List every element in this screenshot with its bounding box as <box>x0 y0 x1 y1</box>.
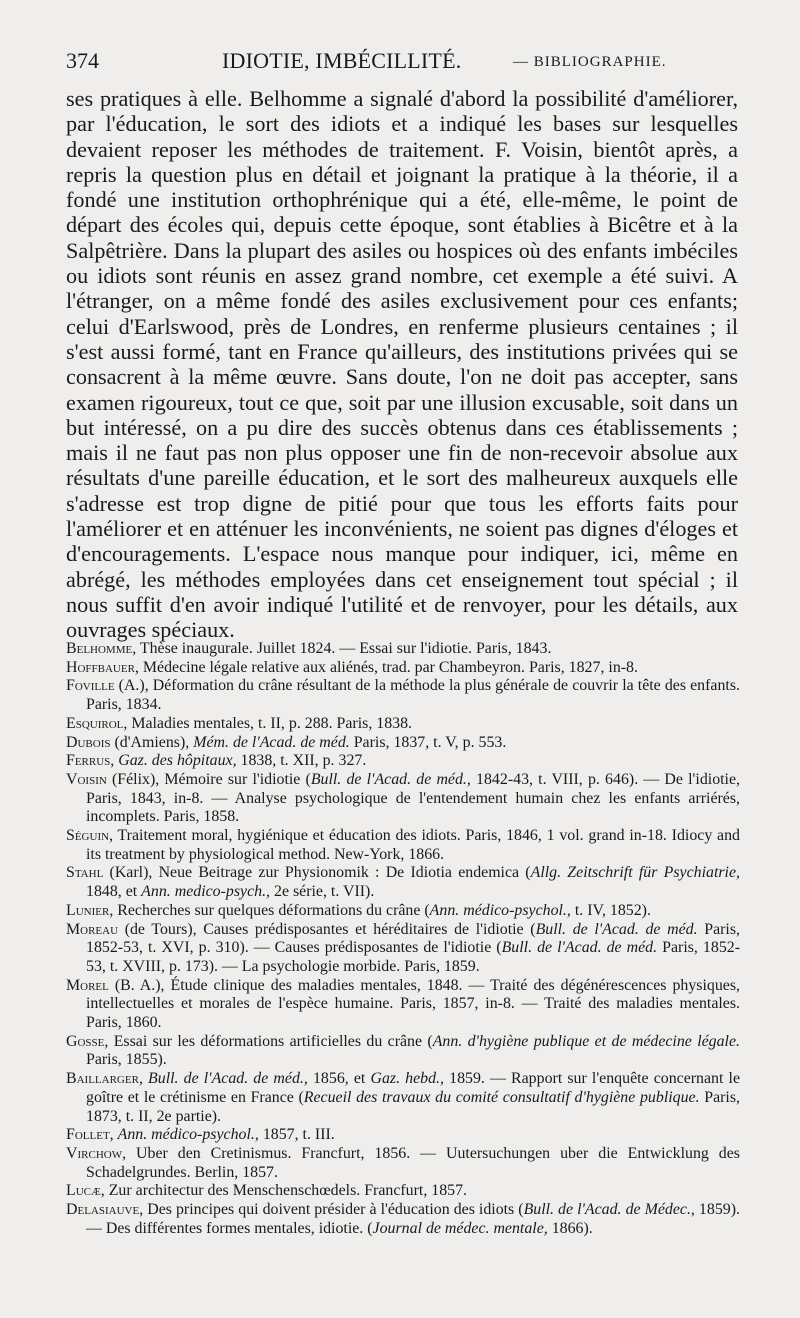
author-name: Gosse <box>66 1032 105 1050</box>
reference-text: , Traitement moral, hygiénique et éducation des idiots. Paris, 1846, 1 vol. grand in-18. Idiocy and its treatment by physiological method. New-York, 1866. <box>86 827 740 863</box>
reference-text: (d'Amiens), <box>110 733 194 751</box>
bibliography-list <box>66 640 740 1239</box>
reference-text: 1838, t. XII, p. 327. <box>236 752 367 770</box>
author-name: Esquirol <box>66 714 124 732</box>
main-text <box>66 86 738 643</box>
reference-text: (Félix), Mémoire sur l'idiotie ( <box>106 770 311 788</box>
reference-text: Paris, 1873, t. II, 2e partie). <box>86 1088 740 1125</box>
reference-text: , Zur architectur des Menschenschœdels. Francfurt, 1857. <box>100 1182 468 1200</box>
body-paragraph: ses pratiques à elle. Belhomme a signalé d'abord la possibilité d'améliorer, par l'éducation, le sort des idiots et a indiqué les bases sur lesquelles devaient reposer les méthodes de traitement. F. Voisin, bientôt après, a repris la question plus en détail et joignant la pratique à la théorie, il a fondé une institution orthophrénique qui a été, elle-même, le point de départ des écoles qui, depuis cette époque, sont établies à Bicêtre et à la Salpêtrière. Dans la plupart des asiles ou hospices où des enfants imbéciles ou idiots sont réunis en assez grand nombre, cet exemple a été suivi. A l'étranger, on a même fondé des asiles exclusivement pour ces enfants; celui d'Earlswood, près de Londres, en renferme plusieurs centaines ; il s'est aussi formé, tant en France qu'ailleurs, des institutions privées qui se consacrent à la même œuvre. Sans doute, l'on ne doit pas accepter, sans examen rigoureux, tout ce que, soit par une illusion excusable, soit dans un but intéressé, on a pu dire des succès obtenus dans ces établissements ; mais il ne faut pas non plus opposer une fin de non-recevoir absolue aux résultats d'une pareille éducation, et le sort des malheureux auxquels elle s'adresse est trop digne de pitié pour que tous les efforts faits pour l'améliorer et en atténuer les inconvénients, ne soient pas dignes d'éloges et d'encouragements. L'espace nous manque pour indiquer, ici, même en abrégé, les méthodes employées dans cet enseignement tout spécial ; il nous suffit d'en avoir indiqué l'utilité et de renvoyer, pour les détails, aux ouvrages spéciaux. <box>66 86 738 643</box>
reference-text: (B. A.), Étude clinique des maladies mentales, 1848. — Traité des dégénérescences physiques, intellectuelles et morales de l'espèce humaine. Paris, 1857, in-8. — Traité des maladies mentales. Paris, 1860. <box>86 976 740 1032</box>
bibliography-entry <box>66 677 740 714</box>
reference-text: , Maladies mentales, t. II, p. 288. Paris, 1838. <box>123 714 413 732</box>
author-name: Belhomme <box>66 640 133 657</box>
reference-text: , <box>109 1126 118 1144</box>
bibliography-entry <box>66 921 740 977</box>
reference-text: , Recherches sur quelques déformations du crâne ( <box>109 901 430 919</box>
bibliography-entry <box>66 1201 740 1238</box>
reference-text: Paris, 1855). <box>86 1051 167 1069</box>
bibliography-entry <box>66 1070 740 1126</box>
journal-title: Journal de médec. mentale, <box>372 1219 548 1237</box>
journal-title: Recueil des travaux du comité consultatif d'hygiène publique. <box>303 1088 700 1106</box>
reference-text: , Médecine légale relative aux aliénés, trad. par Chambeyron. Paris, 1827, in-8. <box>134 658 638 676</box>
reference-text: Paris, 1852-53, t. XVIII, p. 173). — La psychologie morbide. Paris, 1859. <box>86 939 740 975</box>
author-name: Lunier <box>66 901 110 919</box>
reference-text: , <box>110 752 119 770</box>
journal-title: Bull. de l'Acad. de Médec., <box>523 1201 695 1219</box>
journal-title: Mém. de l'Acad. de méd. <box>193 733 350 751</box>
bibliography-entry <box>66 734 740 753</box>
page-number: 374 <box>66 48 99 73</box>
author-name: Virchow <box>66 1144 123 1162</box>
author-name: Delasiauve <box>66 1201 140 1219</box>
bibliography-entry <box>66 715 740 734</box>
bibliography-entry <box>66 977 740 1033</box>
bibliography-entry <box>66 1126 740 1145</box>
reference-text: , <box>138 1070 149 1088</box>
bibliography-entry <box>66 752 740 771</box>
author-name: Lucæ <box>66 1182 101 1200</box>
journal-title: Bull. de l'Acad. de méd., <box>148 1070 308 1088</box>
author-name: Follet <box>66 1126 110 1144</box>
bibliography-entry <box>66 827 740 864</box>
bibliography-entry <box>66 771 740 827</box>
author-name: Hoffbauer <box>66 658 135 676</box>
author-name: Séguin <box>66 827 110 845</box>
bibliography-entry <box>66 659 740 678</box>
journal-title: Gaz. des hôpitaux, <box>118 752 237 770</box>
journal-title: Ann. d'hygiène publique et de médecine légale. <box>432 1032 740 1050</box>
reference-text: , Essai sur les déformations artificielles du crâne ( <box>104 1032 433 1050</box>
bibliography-entry <box>66 864 740 901</box>
author-name: Dubois <box>66 733 111 751</box>
journal-title: Gaz. hebd., <box>370 1070 445 1088</box>
author-name: Foville <box>66 677 115 695</box>
reference-text: 1859). — Des différentes formes mentales, idiotie. ( <box>86 1201 740 1237</box>
author-name: Morel <box>66 976 109 994</box>
running-header <box>66 46 738 76</box>
bibliography-entry <box>66 1182 740 1201</box>
journal-title: Allg. Zeitschrift für Psychiatrie, <box>530 864 741 882</box>
reference-text: t. IV, 1852). <box>570 901 651 919</box>
reference-text: , Uber den Cretinismus. Francfurt, 1856. — Uutersuchungen uber die Entwicklung des Schadelgrundes. Berlin, 1857. <box>86 1144 740 1181</box>
bibliography-entry <box>66 640 740 659</box>
reference-text: (Karl), Neue Beitrage zur Physionomik : De Idiotia endemica ( <box>103 864 531 882</box>
reference-text: 1856, et <box>307 1070 371 1088</box>
journal-title: Ann. medico-psych., <box>141 883 271 901</box>
chapter-title: IDIOTIE, IMBÉCILLITÉ. <box>222 48 462 73</box>
journal-title: Ann. médico-psychol., <box>117 1126 259 1144</box>
reference-text: 1842-43, t. VIII, p. 646). — De l'idiotie, Paris, 1843, in-8. — Analyse psychologique de l'entendement humain chez les enfants arriérés, incomplets. Paris, 1858. <box>86 770 740 826</box>
author-name: Stahl <box>66 864 104 882</box>
author-name: Moreau <box>66 920 119 938</box>
author-name: Baillarger <box>66 1070 139 1088</box>
journal-title: Bull. de l'Acad. de méd. <box>535 920 698 938</box>
reference-text: Paris, 1852-53, t. XVI, p. 310). — Causes prédisposantes de l'idiotie ( <box>86 920 740 957</box>
reference-text: (A.), Déformation du crâne résultant de la méthode la plus générale de couvrir la tête des enfants. Paris, 1834. <box>86 677 740 714</box>
bibliography-entry <box>66 1033 740 1070</box>
bibliography-entry <box>66 1145 740 1182</box>
journal-title: Bull. de l'Acad. de méd., <box>310 770 471 788</box>
author-name: Voisin <box>66 770 107 788</box>
author-name: Ferrus <box>66 752 111 770</box>
reference-text: , Thèse inaugurale. Juillet 1824. — Essai sur l'idiotie. Paris, 1843. <box>132 640 552 657</box>
bibliography-entry <box>66 902 740 921</box>
reference-text: 1859. — Rapport sur l'enquête concernant le goître et le crétinisme en France ( <box>86 1070 741 1106</box>
reference-text: (de Tours), Causes prédisposantes et héréditaires de l'idiotie ( <box>118 920 536 938</box>
reference-text: 2e série, t. VII). <box>270 883 375 901</box>
reference-text: , Des principes qui doivent présider à l'éducation des idiots ( <box>139 1201 524 1219</box>
reference-text: Paris, 1837, t. V, p. 553. <box>349 733 507 751</box>
journal-title: Bull. de l'Acad. de méd. <box>501 939 658 957</box>
reference-text: 1866). <box>547 1219 593 1237</box>
reference-text: 1857, t. III. <box>258 1126 335 1144</box>
reference-text: 1848, et <box>86 883 142 901</box>
journal-title: Ann. médico-psychol., <box>429 901 571 919</box>
section-title: — BIBLIOGRAPHIE. <box>513 54 667 70</box>
